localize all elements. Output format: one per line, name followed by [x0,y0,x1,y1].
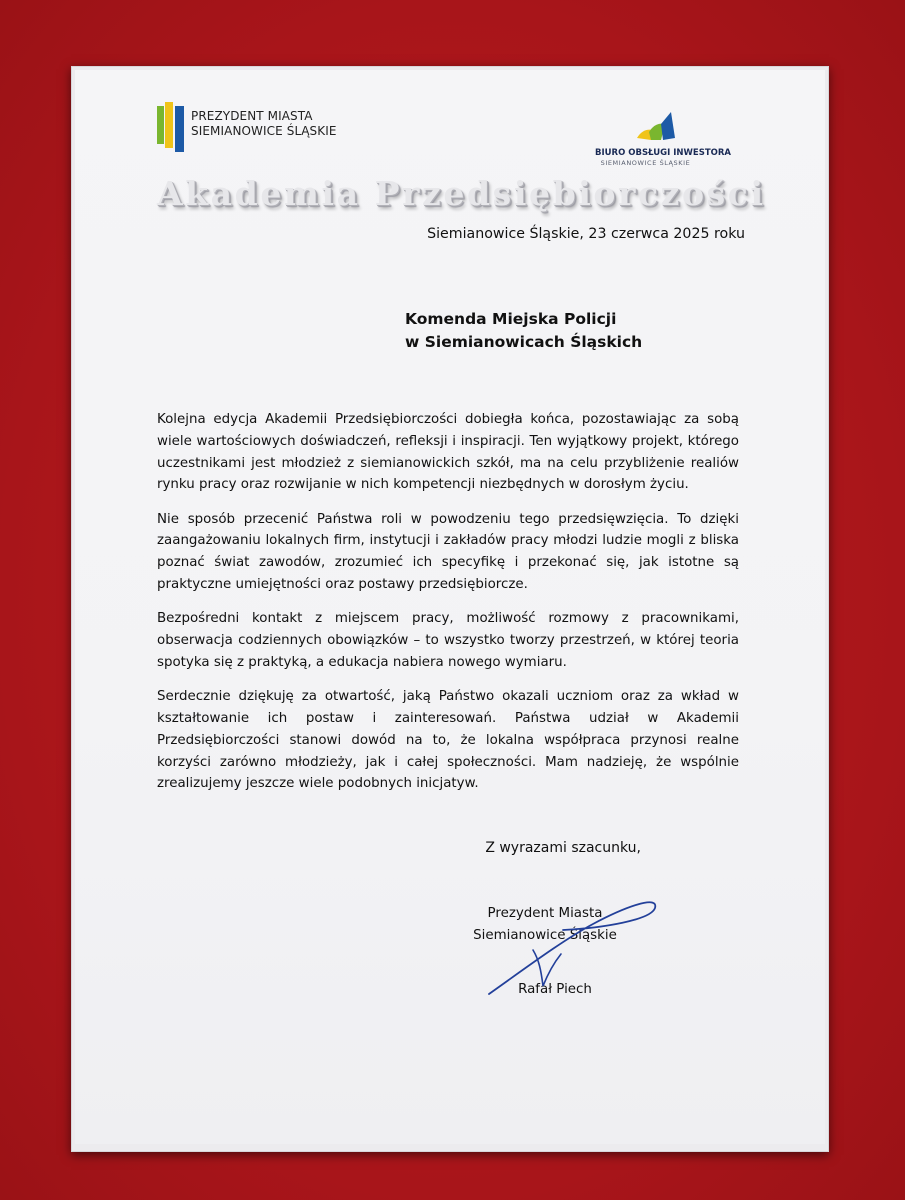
signatory-title-line2: Siemianowice Śląskie [473,928,617,943]
letter-date: Siemianowice Śląskie, 23 czerwca 2025 roku [427,226,745,242]
investor-logo-line2: SIEMIANOWICE ŚLĄSKIE [600,159,691,167]
signatory-title-line1: Prezydent Miasta [487,906,603,921]
recipient-block [405,308,705,354]
handwritten-signature-icon [483,890,663,1000]
academy-title: Akademia Przedsiębiorczości [157,174,766,213]
letter-page [75,70,825,1144]
body-paragraph: Kolejna edycja Akademii Przedsiębiorczości dobiegła końca, pozostawiając za sobą wiele wartościowych doświadczeń, refleksji i inspiracji. Ten wyjątkowy projekt, którego uczestnikami jest młodzież z siemianowickich szkół, ma na celu przybliżenie realiów rynku pracy oraz rozwijanie w nich kompetencji niezbędnych w dorosłym życiu. [157,412,739,493]
body-paragraph: Nie sposób przecenić Państwa roli w powodzeniu tego przedsięwzięcia. To dzięki zaangażowaniu lokalnych firm, instytucji i zakładów pracy młodzi ludzie mogli z bliska poznać świat zawodów, zrozumieć ich specyfikę i przekonać się, jak istotne są praktyczne umiejętności oraz postawy przedsiębiorcze. [157,511,739,593]
city-logo-line1: PREZYDENT MIASTA [191,109,313,123]
body-paragraph: Serdecznie dziękuję za otwartość, jaką Państwo okazali uczniom oraz za wkład w kształtowanie ich postaw i zainteresowań. Państwa udział w Akademii Przedsiębiorczości stanowi dowód na to, że lokalna współpraca przynosi realne korzyści zarówno młodzieży, jak i całej społeczności. Mam nadzieję, że wspólnie zrealizujemy jeszcze wiele podobnych inicjatyw. [157,689,739,792]
city-president-logo [157,102,357,154]
investor-office-logo [595,110,745,170]
signatory-name: Rafał Piech [518,982,592,997]
mat-frame [71,66,829,1152]
recipient-line2: w Siemianowicach Śląskich [405,333,643,351]
recipient-line1: Komenda Miejska Policji [405,310,617,328]
city-logo-bars-icon [157,102,187,152]
body-paragraph: Bezpośredni kontakt z miejscem pracy, możliwość rozmowy z pracownikami, obserwacja codziennych obowiązków – to wszystko tworzy przestrzeń, w której teoria spotyka się z praktyką, a edukacja nabiera nowego wymiaru. [157,611,739,670]
investor-logo-swoosh-icon [635,110,681,146]
letter-body [157,409,739,808]
closing-salutation: Z wyrazami szacunku, [485,840,641,856]
investor-logo-line1: BIURO OBSŁUGI INWESTORA [595,148,731,158]
city-logo-line2: SIEMIANOWICE ŚLĄSKIE [191,124,337,138]
